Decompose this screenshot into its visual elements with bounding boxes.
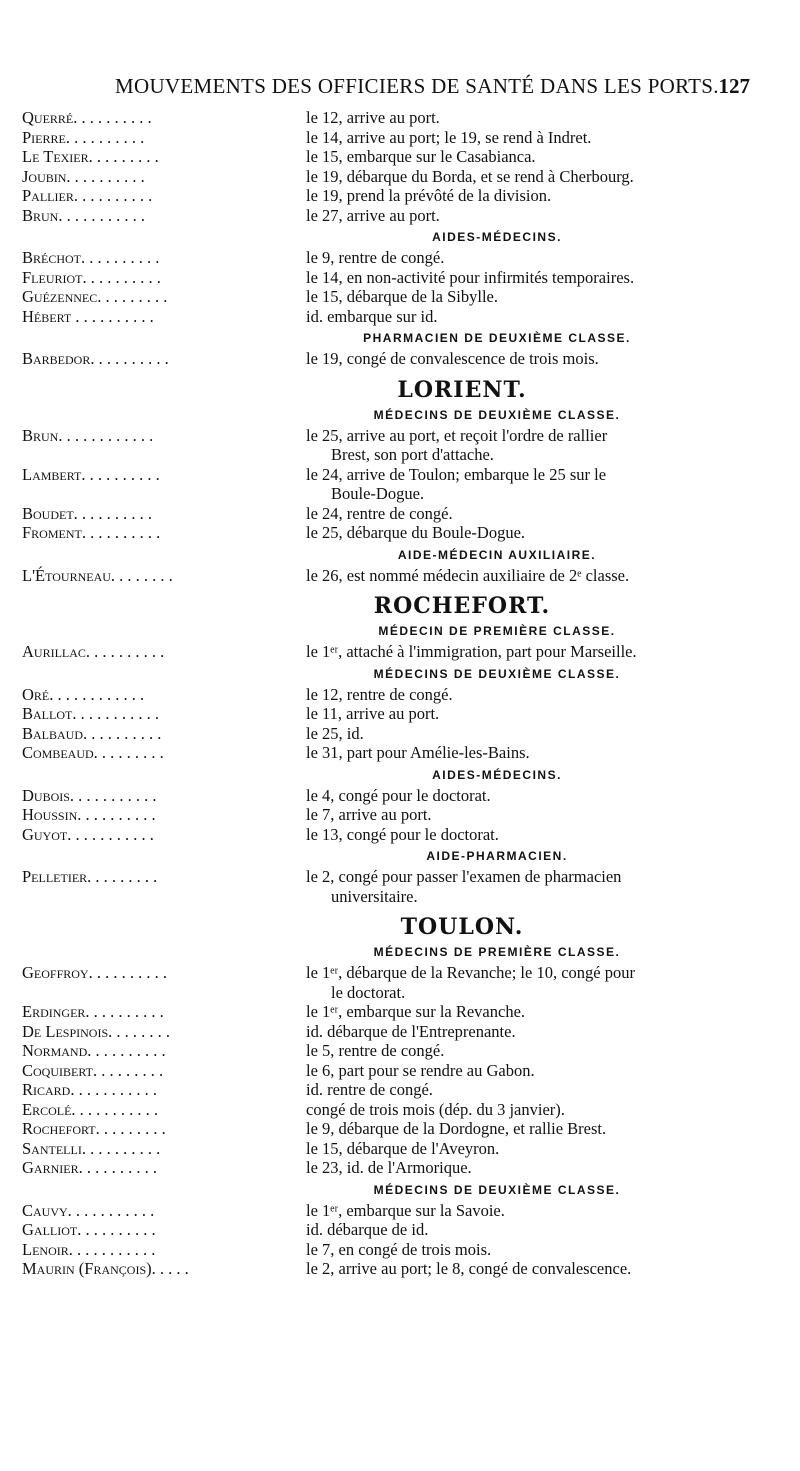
movement-text: le 24, arrive de Toulon; embarque le 25 sur le — [306, 464, 607, 484]
officer-entry — [22, 963, 782, 1002]
movement-description — [286, 248, 782, 268]
officer-name: Brun. . . . . . . . . . . . — [22, 425, 154, 445]
officer-name: Hébert . . . . . . . . . . — [22, 306, 154, 326]
movement-description — [286, 1201, 782, 1221]
rank-heading: MÉDECINS DE DEUXIÈME CLASSE. — [373, 666, 621, 681]
movement-text: le 14, en non-activité pour infirmités temporaires. — [306, 267, 635, 287]
movement-description — [286, 963, 782, 1002]
officer-name: De Lespinois. . . . . . . . — [22, 1021, 171, 1041]
movement-continuation: Brest, son port d'attache. — [331, 445, 494, 464]
movement-description — [286, 825, 782, 845]
movement-description — [286, 523, 782, 543]
movement-description — [286, 1041, 782, 1061]
movement-text: le 7, en congé de trois mois. — [306, 1239, 492, 1259]
movement-text: le 27, arrive au port. — [306, 205, 440, 225]
officer-name: Dubois. . . . . . . . . . . — [22, 785, 157, 805]
officer-name: Ricard. . . . . . . . . . . — [22, 1080, 157, 1099]
movement-text: le 19, congé de convalescence de trois mois. — [306, 349, 599, 368]
officer-entry — [22, 108, 782, 128]
officer-name: Ercolé. . . . . . . . . . . — [22, 1099, 159, 1119]
movement-description — [286, 743, 782, 763]
movement-text: le 25, id. — [306, 723, 364, 743]
officer-name: Pelletier. . . . . . . . . — [22, 867, 158, 886]
movement-description — [286, 1220, 782, 1240]
movement-continuation: le doctorat. — [331, 982, 406, 1002]
rank-heading: AIDES-MÉDECINS. — [432, 767, 562, 782]
rank-heading: AIDE-MÉDECIN AUXILIAIRE. — [397, 547, 597, 562]
officer-entry — [22, 743, 782, 763]
officer-name: Combeaud. . . . . . . . . — [22, 743, 164, 762]
movement-description — [286, 287, 782, 307]
movement-description — [286, 108, 782, 128]
officer-entry — [22, 1240, 782, 1260]
rank-heading: AIDES-MÉDECINS. — [432, 230, 562, 244]
officer-name: Garnier. . . . . . . . . . — [22, 1158, 157, 1177]
officer-entry — [22, 724, 782, 744]
officer-name: Lambert. . . . . . . . . . — [22, 464, 160, 484]
movement-text: le 25, débarque du Boule-Dogue. — [306, 523, 526, 542]
movement-text: le 4, congé pour le doctorat. — [306, 785, 491, 805]
page-number: 127 — [718, 74, 750, 98]
officer-name: Bréchot. . . . . . . . . . — [22, 248, 160, 267]
officer-entry — [22, 805, 782, 825]
movement-description — [286, 307, 782, 327]
officer-entry — [22, 685, 782, 705]
port-section — [22, 108, 782, 369]
officer-name: Pallier. . . . . . . . . . — [22, 186, 153, 205]
officer-entry — [22, 268, 782, 288]
movement-description — [286, 642, 782, 662]
movement-text: id. rentre de congé. — [306, 1080, 433, 1099]
movement-text: le 1ᵉʳ, débarque de la Revanche; le 10, congé pour — [306, 963, 635, 982]
officer-entry — [22, 1119, 782, 1139]
movement-text: le 12, rentre de congé. — [306, 684, 453, 704]
rank-heading: MÉDECINS DE PREMIÈRE CLASSE. — [373, 945, 621, 959]
officer-name: Balbaud. . . . . . . . . . — [22, 723, 162, 743]
officer-entry — [22, 465, 782, 504]
movement-text: le 15, débarque de la Sibylle. — [306, 287, 498, 306]
movement-description — [286, 867, 782, 906]
movement-text: le 7, arrive au port. — [306, 805, 432, 824]
movement-text: id. débarque de id. — [306, 1220, 429, 1239]
rank-heading: MÉDECIN DE PREMIÈRE CLASSE. — [378, 624, 616, 638]
movement-text: le 2, congé pour passer l'examen de pharmacien — [306, 867, 622, 886]
officer-entry — [22, 206, 782, 226]
officer-entry — [22, 1259, 782, 1279]
movement-text: le 23, id. de l'Armorique. — [306, 1158, 472, 1177]
officer-entry — [22, 1220, 782, 1240]
movement-description — [286, 566, 782, 586]
officer-entry — [22, 1201, 782, 1221]
movement-continuation: universitaire. — [331, 886, 418, 906]
officer-name: Geoffroy. . . . . . . . . . — [22, 963, 167, 982]
movement-text: id. embarque sur id. — [306, 306, 438, 326]
officer-entry — [22, 825, 782, 845]
document-body — [22, 108, 782, 1279]
movement-text: le 19, débarque du Borda, et se rend à Cherbourg. — [306, 166, 634, 186]
officer-name: Cauvy. . . . . . . . . . . — [22, 1200, 155, 1220]
rank-heading: MÉDECINS DE DEUXIÈME CLASSE. — [373, 407, 621, 422]
rank-heading: MÉDECINS DE DEUXIÈME CLASSE. — [373, 1182, 621, 1197]
movement-description — [286, 1061, 782, 1081]
movement-description — [286, 1022, 782, 1042]
rank-heading: AIDE-PHARMACIEN. — [426, 849, 568, 863]
port-section — [22, 914, 782, 1279]
movement-description — [286, 167, 782, 187]
movement-description — [286, 128, 782, 148]
port-heading: ROCHEFORT. — [373, 593, 551, 619]
officer-entry — [22, 1158, 782, 1178]
officer-name: Erdinger. . . . . . . . . . — [22, 1002, 164, 1021]
officer-entry — [22, 1002, 782, 1022]
officer-name: Fleuriot. . . . . . . . . . — [22, 267, 161, 287]
officer-name: Guyot. . . . . . . . . . . — [22, 824, 154, 844]
movement-text: le 9, débarque de la Dordogne, et rallie Brest. — [306, 1119, 607, 1138]
officer-entry — [22, 523, 782, 543]
movement-text: le 25, arrive au port, et reçoit l'ordre de rallier — [306, 425, 608, 445]
movement-description — [286, 786, 782, 806]
officer-name: Boudet. . . . . . . . . . — [22, 503, 153, 523]
officer-name: Aurillac. . . . . . . . . . — [22, 642, 165, 661]
movement-description — [286, 704, 782, 724]
port-heading: TOULON. — [400, 914, 524, 940]
officer-entry — [22, 1041, 782, 1061]
officer-entry — [22, 287, 782, 307]
movement-description — [286, 1080, 782, 1100]
movement-description — [286, 147, 782, 167]
movement-text: le 11, arrive au port. — [306, 704, 440, 723]
movement-text: le 1ᵉʳ, attaché à l'immigration, part pour Marseille. — [306, 642, 637, 661]
running-header — [115, 74, 750, 104]
movement-text: le 26, est nommé médecin auxiliaire de 2ᵉ classe. — [306, 565, 630, 585]
officer-name: Normand. . . . . . . . . . — [22, 1041, 166, 1060]
movement-description — [286, 1139, 782, 1159]
movement-description — [286, 1100, 782, 1120]
movement-text: le 6, part pour se rendre au Gabon. — [306, 1060, 535, 1080]
port-section — [22, 593, 782, 906]
movement-text: le 15, débarque de l'Aveyron. — [306, 1138, 500, 1158]
officer-entry — [22, 349, 782, 369]
officer-name: Querré. . . . . . . . . . — [22, 108, 152, 127]
officer-entry — [22, 1080, 782, 1100]
movement-description — [286, 1240, 782, 1260]
movement-text: le 1ᵉʳ, embarque sur la Revanche. — [306, 1002, 526, 1021]
officer-name: Froment. . . . . . . . . . — [22, 523, 161, 542]
movement-description — [286, 465, 782, 504]
officer-entry — [22, 642, 782, 662]
movement-description — [286, 268, 782, 288]
officer-name: L'Étourneau. . . . . . . . — [22, 565, 173, 585]
movement-text: le 5, rentre de congé. — [306, 1041, 445, 1060]
movement-description — [286, 685, 782, 705]
officer-name: Joubin. . . . . . . . . . — [22, 166, 145, 186]
movement-text: le 12, arrive au port. — [306, 108, 440, 127]
officer-name: Maurin (François). . . . . — [22, 1259, 189, 1278]
movement-text: le 19, prend la prévôté de la division. — [306, 186, 552, 205]
officer-name: Coquibert. . . . . . . . . — [22, 1060, 164, 1080]
movement-text: id. débarque de l'Entreprenante. — [306, 1021, 516, 1041]
officer-entry — [22, 1139, 782, 1159]
movement-description — [286, 1158, 782, 1178]
movement-description — [286, 426, 782, 465]
officer-entry — [22, 786, 782, 806]
movement-description — [286, 504, 782, 524]
movement-continuation: Boule-Dogue. — [331, 484, 425, 503]
movement-description — [286, 1119, 782, 1139]
port-heading: LORIENT. — [397, 376, 527, 403]
officer-name: Pierre. . . . . . . . . . — [22, 127, 145, 147]
officer-entry — [22, 186, 782, 206]
movement-text: le 2, arrive au port; le 8, congé de convalescence. — [306, 1259, 632, 1278]
movement-text: le 14, arrive au port; le 19, se rend à Indret. — [306, 127, 592, 147]
movement-description — [286, 805, 782, 825]
movement-description — [286, 186, 782, 206]
movement-description — [286, 1002, 782, 1022]
movement-text: le 15, embarque sur le Casabianca. — [306, 147, 536, 166]
movement-text: le 31, part pour Amélie-les-Bains. — [306, 743, 530, 762]
officer-entry — [22, 307, 782, 327]
officer-name: Guézennec. . . . . . . . . — [22, 287, 168, 306]
port-section — [22, 377, 782, 586]
rank-heading: PHARMACIEN DE DEUXIÈME CLASSE. — [363, 331, 631, 345]
officer-entry — [22, 566, 782, 586]
officer-entry — [22, 426, 782, 465]
officer-name: Lenoir. . . . . . . . . . . — [22, 1239, 156, 1259]
officer-name: Oré. . . . . . . . . . . . — [22, 684, 145, 704]
officer-name: Ballot. . . . . . . . . . . — [22, 704, 159, 723]
movement-text: le 13, congé pour le doctorat. — [306, 824, 499, 844]
movement-description — [286, 724, 782, 744]
page-title: MOUVEMENTS DES OFFICIERS DE SANTÉ DANS LES PORTS. — [115, 74, 719, 98]
officer-name: Le Texier. . . . . . . . . — [22, 147, 159, 166]
officer-entry — [22, 867, 782, 906]
officer-entry — [22, 504, 782, 524]
movement-description — [286, 1259, 782, 1279]
movement-text: congé de trois mois (dép. du 3 janvier). — [306, 1099, 565, 1119]
officer-name: Santelli. . . . . . . . . . — [22, 1138, 161, 1158]
officer-entry — [22, 248, 782, 268]
officer-entry — [22, 167, 782, 187]
officer-name: Rochefort. . . . . . . . . — [22, 1119, 166, 1138]
officer-entry — [22, 147, 782, 167]
movement-text: le 9, rentre de congé. — [306, 248, 445, 267]
movement-text: le 24, rentre de congé. — [306, 503, 453, 523]
movement-description — [286, 206, 782, 226]
officer-entry — [22, 1061, 782, 1081]
officer-entry — [22, 128, 782, 148]
officer-entry — [22, 704, 782, 724]
officer-name: Barbedor. . . . . . . . . . — [22, 349, 169, 368]
officer-entry — [22, 1100, 782, 1120]
officer-entry — [22, 1022, 782, 1042]
officer-name: Brun. . . . . . . . . . . — [22, 205, 145, 225]
officer-name: Galliot. . . . . . . . . . — [22, 1220, 156, 1239]
officer-name: Houssin. . . . . . . . . . — [22, 805, 156, 824]
movement-description — [286, 349, 782, 369]
movement-text: le 1ᵉʳ, embarque sur la Savoie. — [306, 1200, 505, 1220]
